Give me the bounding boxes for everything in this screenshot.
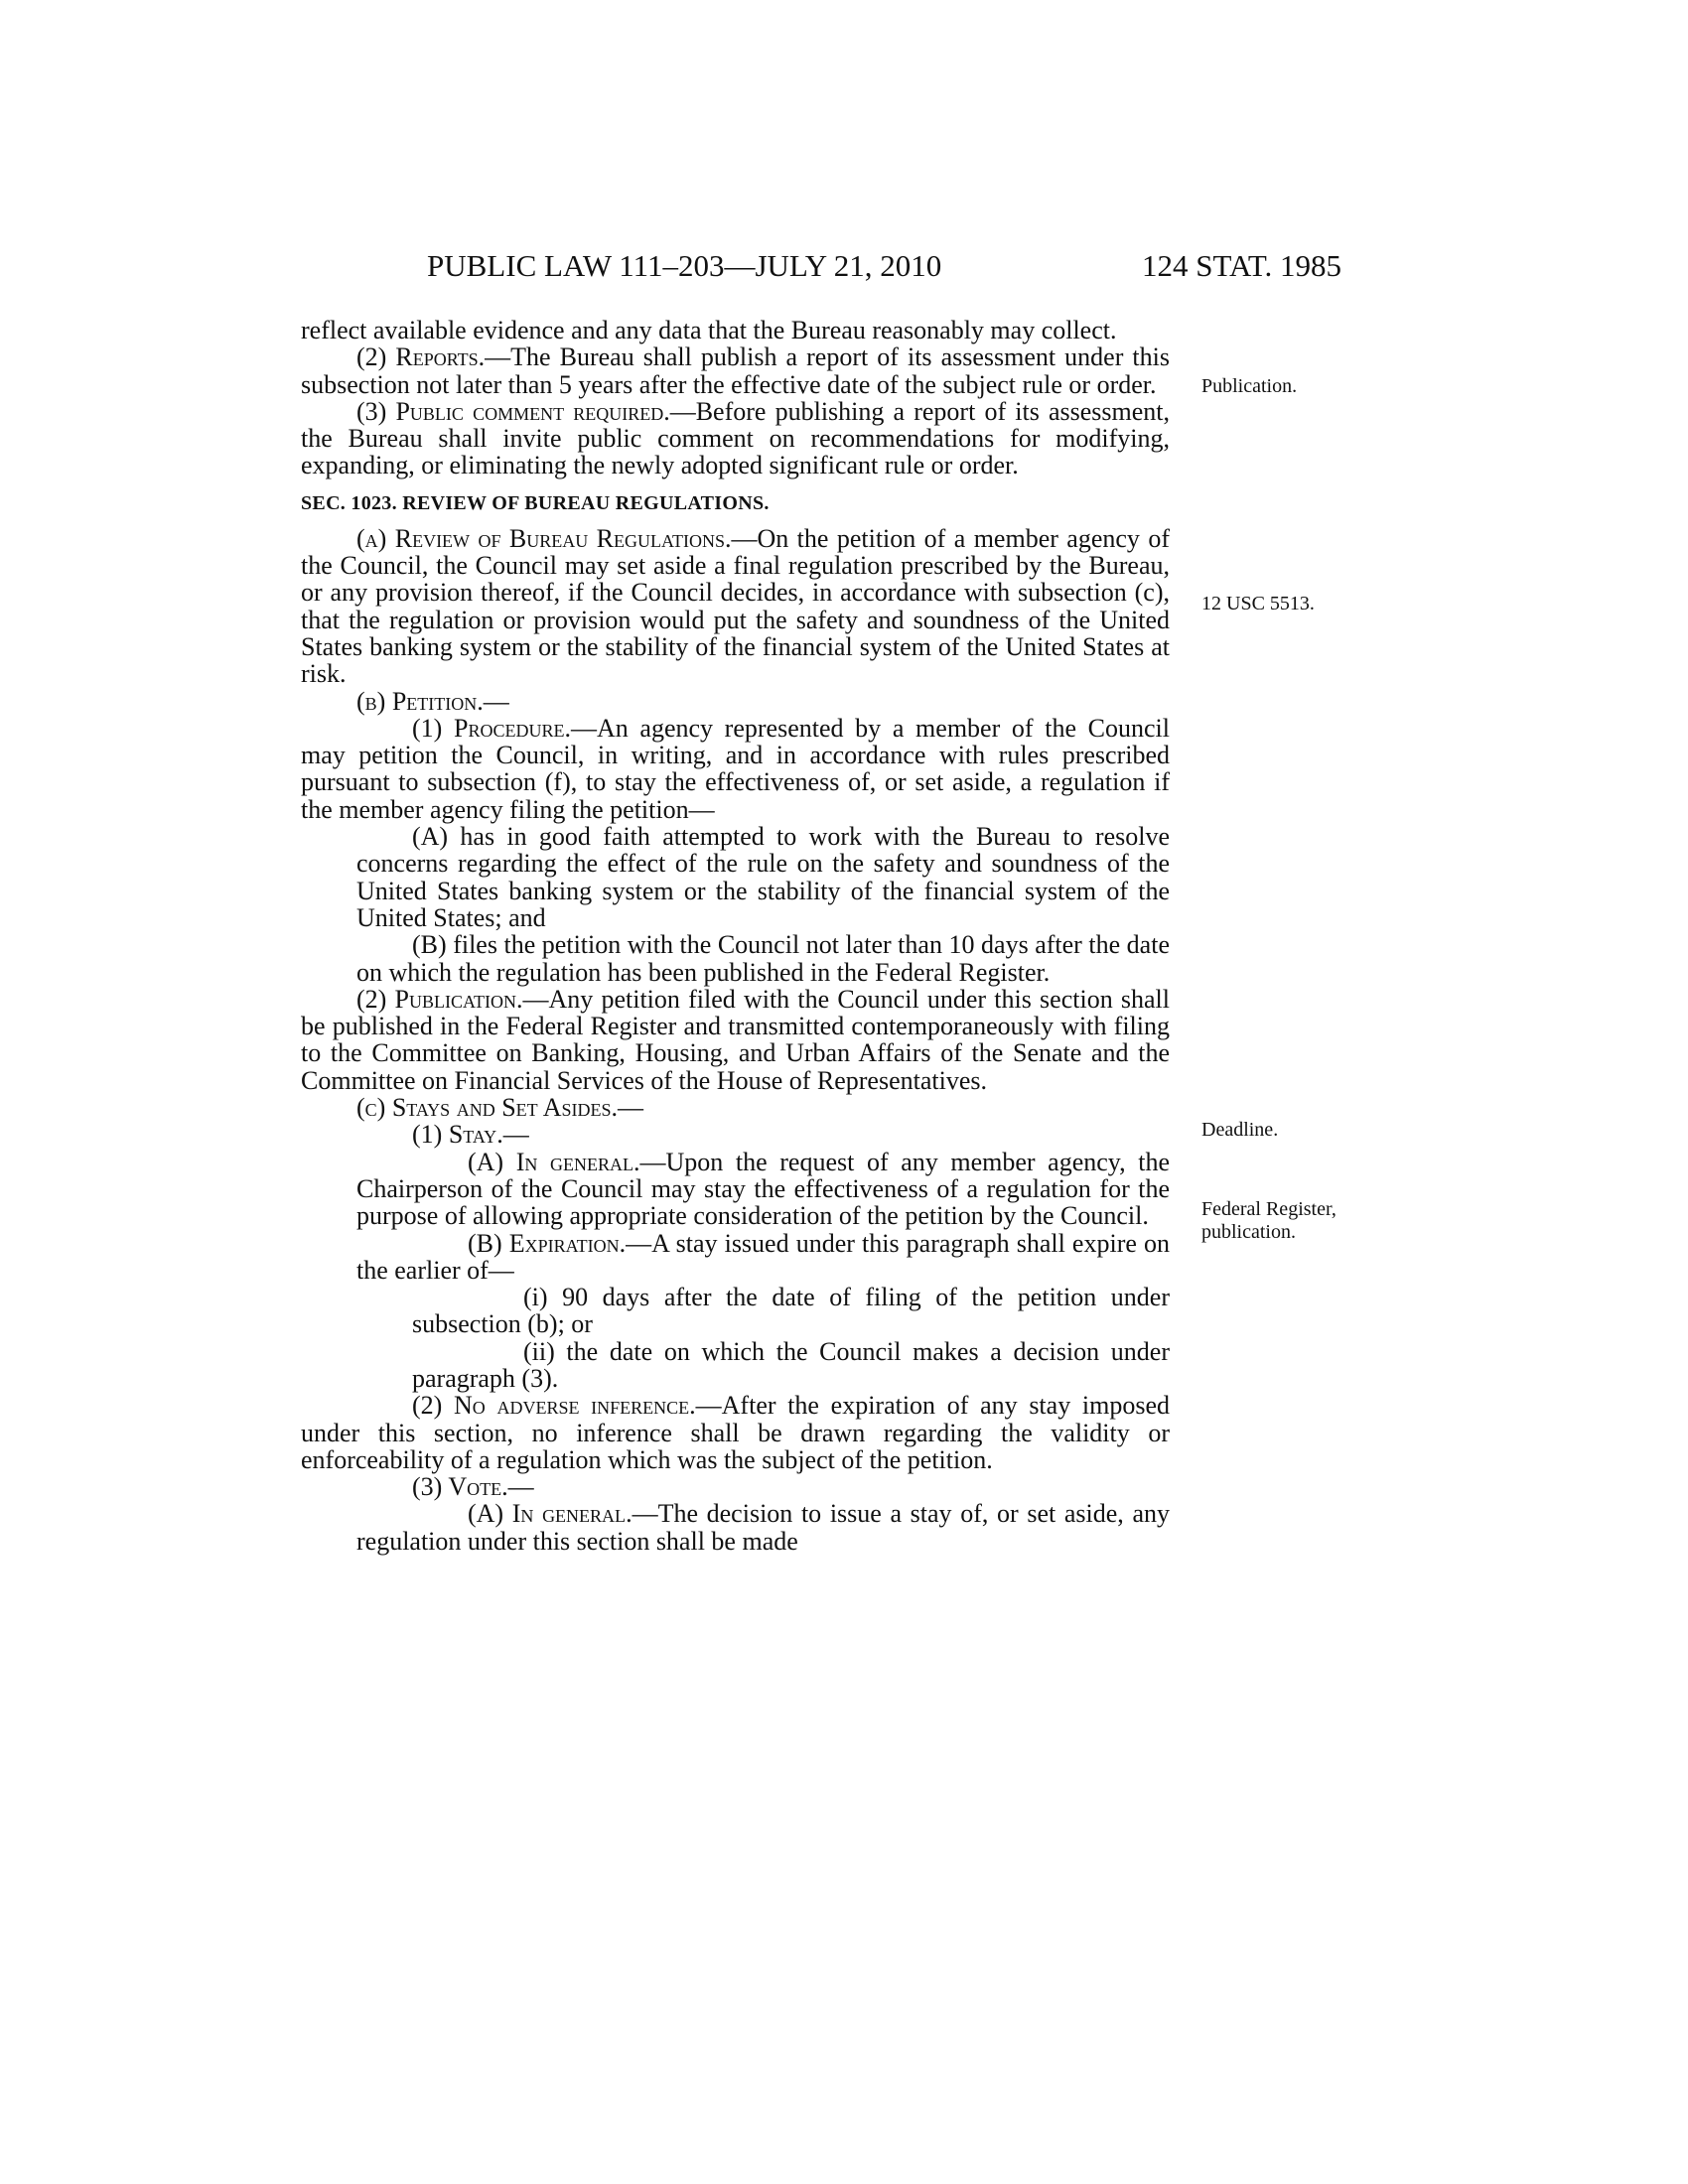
clause-c1Bii: (ii) the date on which the Council makes a decision under paragraph (3). (412, 1336, 1170, 1393)
subparagraph-b1B: (B) files the petition with the Council not later than 10 days after the date on which the regulation has been published in the Federal Register. (356, 930, 1170, 987)
paragraph-c3-heading: (3) Vote.— (412, 1472, 534, 1502)
margin-note-usc: 12 USC 5513. (1201, 593, 1315, 614)
subsection-c-heading: (c) Stays and Set Asides.— (356, 1093, 643, 1123)
subsection-b-heading: (b) Petition.— (356, 686, 509, 716)
statute-text (301, 317, 1170, 1555)
subparagraph-c1A: (A) In general.—Upon the request of any member agency, the Chairperson of the Council may stay the effectiveness of a regulation for the purpose of allowing appropriate consideration of the petition by the Council. (356, 1147, 1170, 1231)
clause-c1Bi: (i) 90 days after the date of filing of the petition under subsection (b); or (412, 1283, 1170, 1339)
page-stat-number: 124 STAT. 1985 (1142, 248, 1342, 283)
margin-note-deadline: Deadline. (1201, 1119, 1279, 1141)
paragraph-b2: (2) Publication.—Any petition filed with the Council under this section shall be published in the Federal Register and transmitted contemporaneously with filing to the Committee on Banking, Housing, and Urban Affairs of the Senate and the Committee on Financial Services of the House of Representatives. (301, 984, 1170, 1095)
subparagraph-c3A: (A) In general.—The decision to issue a stay of, or set aside, any regulation under this section shall be made (356, 1499, 1170, 1556)
margin-note-federal-register: Federal Register, publication. (1201, 1198, 1336, 1243)
subparagraph-c1B: (B) Expiration.—A stay issued under this paragraph shall expire on the earlier of— (356, 1228, 1170, 1285)
paragraph-3-public-comment: (3) Public comment required.—Before publishing a report of its assessment, the Bureau shall invite public comment on recommendations for modifying, expanding, or eliminating the newly adopted significant rule or order. (301, 396, 1170, 480)
paragraph-b1: (1) Procedure.—An agency represented by a member of the Council may petition the Council, in writing, and in accordance with rules prescribed pursuant to subsection (f), to stay the effectiveness of, or set aside, a regulation if the member agency filing the petition— (301, 713, 1170, 824)
section-heading: SEC. 1023. REVIEW OF BUREAU REGULATIONS. (301, 491, 770, 514)
continued-paragraph: reflect available evidence and any data that the Bureau reasonably may collect. (301, 316, 1117, 344)
paragraph-c2: (2) No adverse inference.—After the expiration of any stay imposed under this section, no inference shall be drawn regarding the validity or enforceability of a regulation which was the subject of the petition. (301, 1391, 1170, 1474)
subparagraph-b1A: (A) has in good faith attempted to work with the Bureau to resolve concerns regarding the effect of the rule on the safety and soundness of the United States banking system or the stability of the financial system of the United States; and (356, 822, 1170, 932)
paragraph-c1-heading: (1) Stay.— (412, 1120, 529, 1150)
subsection-a: (a) Review of Bureau Regulations.—On the petition of a member agency of the Council, the Council may set aside a final regulation prescribed by the Bureau, or any provision thereof, if the Council decides, in accordance with subsection (c), that the regulation or provision would put the safety and soundness of the United States banking system or the stability of the financial system of the United States at risk. (301, 523, 1170, 689)
paragraph-2-reports: (2) Reports.—The Bureau shall publish a report of its assessment under this subsection not later than 5 years after the effective date of the subject rule or order. (301, 342, 1171, 399)
running-header-title: PUBLIC LAW 111–203—JULY 21, 2010 (427, 248, 942, 283)
margin-note-publication: Publication. (1201, 375, 1298, 397)
